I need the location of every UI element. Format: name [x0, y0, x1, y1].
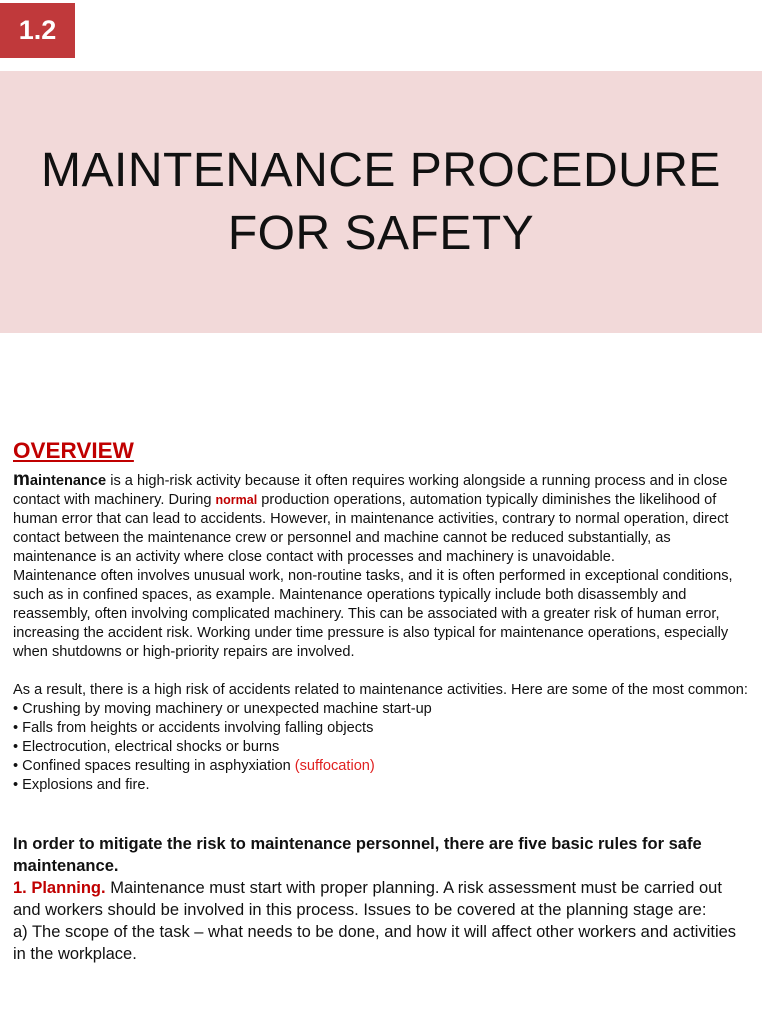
rule-1-text: Maintenance must start with proper planning. A risk assessment must be carried out and workers should be involved in this process. Issues to be covered at the planning stage are:	[13, 879, 722, 919]
section-number-badge: 1.2	[0, 3, 75, 58]
overview-paragraph-3: As a result, there is a high risk of accidents related to maintenance activities. Here are some of the most common:	[13, 682, 748, 698]
risk-item: • Crushing by moving machinery or unexpected machine start-up	[13, 701, 432, 717]
risk-item: • Explosions and fire.	[13, 777, 150, 793]
paragraph-1-part-1: is a high-risk activity because it often requires working alongside a running process and in close contact with machinery. During	[13, 473, 728, 508]
risk-item: • Electrocution, electrical shocks or burns	[13, 739, 280, 755]
risk-item-note: (suffocation)	[294, 758, 375, 774]
rules-section	[13, 833, 748, 965]
risk-item	[13, 757, 748, 776]
title-line-1: MAINTENANCE PROCEDURE	[41, 144, 721, 197]
title-banner	[0, 71, 762, 333]
rule-1	[13, 877, 748, 921]
overview-paragraph-1	[13, 470, 748, 567]
overview-heading: OVERVIEW	[13, 438, 134, 463]
rule-1-item-a: a) The scope of the task – what needs to be done, and how it will affect other workers and activities in the workplace.	[13, 923, 737, 963]
overview-paragraph-2: Maintenance often involves unusual work, non-routine tasks, and it is often performed in exceptional conditions, such as in confined spaces, as example. Maintenance operations typically include both disassembly and reassembly, often involving complicated machinery. This can be associated with a greater risk of human error, increasing the accident risk. Working under time pressure is also typical for maintenance operations, especially when shutdowns or high-priority repairs are involved.	[13, 568, 733, 660]
document-body	[13, 436, 748, 965]
paragraph-gap	[13, 662, 748, 681]
lead-word	[13, 469, 107, 490]
highlight-normal: normal	[215, 493, 258, 507]
document-title	[41, 139, 721, 265]
risk-item: • Falls from heights or accidents involving falling objects	[13, 720, 374, 736]
title-line-2: FOR SAFETY	[227, 207, 535, 260]
rules-intro: In order to mitigate the risk to maintenance personnel, there are five basic rules for safe maintenance.	[13, 835, 702, 875]
lead-rest: aintenance	[29, 473, 107, 489]
risk-item-text: • Confined spaces resulting in asphyxiation	[13, 758, 295, 774]
lead-initial: m	[13, 469, 30, 490]
risk-list	[13, 700, 748, 795]
rule-1-label: 1. Planning.	[13, 879, 106, 897]
paragraph-1-part-2: production operations, automation typically diminishes the likelihood of human error that can lead to accidents. However, in maintenance activities, contrary to normal operation, direct contact between the maintenance crew or personnel and machine cannot be reduced substantially, as maintenance is an activity where close contact with processes and machinery is unavoidable.	[13, 492, 729, 565]
